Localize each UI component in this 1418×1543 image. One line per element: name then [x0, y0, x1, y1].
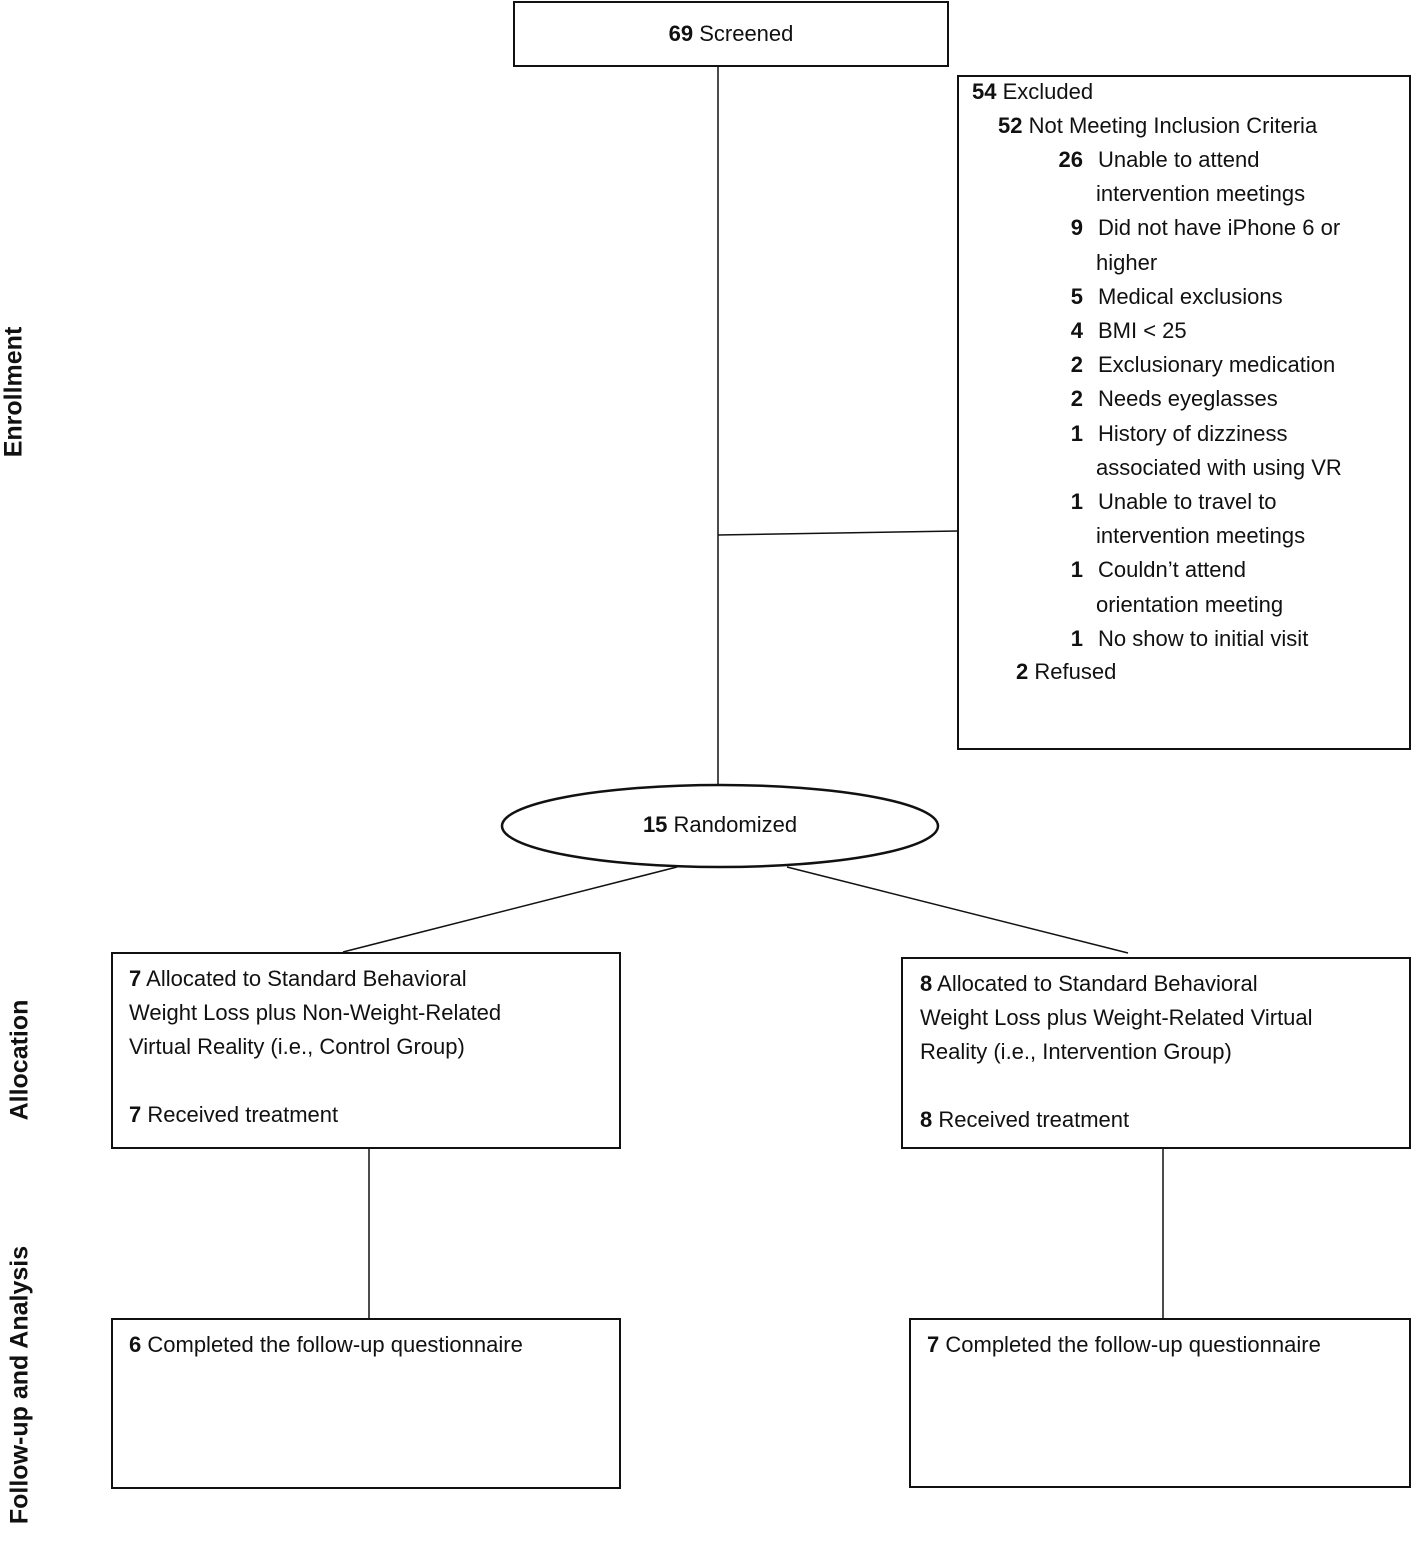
exclusion-reason-count: 26 [1058, 147, 1083, 172]
exclusion-reason-text: No show to initial visit [1098, 625, 1309, 651]
excluded-count: 54 [972, 79, 997, 104]
exclusion-reason-count: 1 [1070, 420, 1083, 446]
exclusion-reason-text: intervention meetings [1096, 523, 1306, 549]
exclusion-reason-count: 9 [1070, 215, 1083, 241]
intervention-followup-box [909, 1318, 1411, 1488]
exclusion-reason-text: Needs eyeglasses [1098, 386, 1278, 412]
exclusion-reason-text: intervention meetings [1096, 181, 1306, 207]
not-meeting-label: Not Meeting Inclusion Criteria [1028, 113, 1318, 138]
control-received-count: 7 [129, 1102, 142, 1127]
exclusion-reason-count: 5 [1070, 283, 1083, 309]
intervention-followup-label: Completed the follow-up questionnaire [945, 1332, 1321, 1357]
intervention-followup-count: 7 [927, 1332, 940, 1357]
control-allocation-box [111, 952, 621, 1149]
exclusion-reason-text: associated with using VR [1096, 454, 1342, 480]
intervention-line-3: Reality (i.e., Intervention Group) [920, 1039, 1232, 1064]
randomized-text [503, 808, 937, 842]
enrollment-label: Enrollment [0, 326, 28, 458]
refused-label: Refused [1034, 659, 1117, 684]
exclusion-reason-text: Unable to attend [1098, 147, 1260, 172]
screened-count: 69 [668, 21, 694, 46]
excluded-box [957, 75, 1411, 750]
intervention-received-label: Received treatment [938, 1107, 1130, 1132]
exclusion-reason-text: Unable to travel to [1098, 489, 1277, 514]
exclusion-reason-text: BMI < 25 [1098, 318, 1187, 343]
intervention-received-count: 8 [920, 1107, 933, 1132]
exclusion-reason-count: 2 [1070, 386, 1083, 412]
control-followup-count: 6 [129, 1332, 142, 1357]
exclusion-reason-count: 4 [1070, 318, 1083, 343]
exclusion-reason-text: Medical exclusions [1098, 283, 1283, 309]
control-line-3: Virtual Reality (i.e., Control Group) [129, 1034, 465, 1059]
intervention-count: 8 [920, 971, 933, 996]
exclusion-reason-count: 1 [1070, 557, 1083, 583]
excluded-label: Excluded [1002, 79, 1094, 104]
exclusion-reason-count: 2 [1070, 352, 1083, 378]
control-count: 7 [129, 966, 142, 991]
exclusion-reason-text: Exclusionary medication [1098, 352, 1336, 378]
randomized-count: 15 [642, 812, 668, 837]
intervention-line-1: Allocated to Standard Behavioral [937, 971, 1258, 996]
exclusion-reason-count: 1 [1070, 489, 1083, 514]
randomized-to-control-line [343, 867, 677, 952]
exclusion-reason-text: higher [1096, 249, 1158, 275]
excluded-branch-line [718, 531, 958, 535]
intervention-line-2: Weight Loss plus Weight-Related Virtual [920, 1005, 1313, 1030]
exclusion-reason-text: History of dizziness [1098, 420, 1288, 446]
control-followup-box [111, 1318, 621, 1489]
control-line-1: Allocated to Standard Behavioral [146, 966, 467, 991]
control-followup-label: Completed the follow-up questionnaire [147, 1332, 523, 1357]
refused-count: 2 [1016, 659, 1029, 684]
not-meeting-count: 52 [998, 113, 1023, 138]
exclusion-reason-text: orientation meeting [1096, 591, 1284, 617]
intervention-allocation-box [901, 957, 1411, 1149]
exclusion-reason-text: Couldn’t attend [1098, 557, 1246, 583]
exclusion-reason-count: 1 [1070, 625, 1083, 651]
screened-label: Screened [699, 21, 794, 46]
randomized-to-intervention-line [787, 867, 1128, 953]
control-received-label: Received treatment [147, 1102, 339, 1127]
allocation-label: Allocation [5, 999, 34, 1121]
followup-label: Follow-up and Analysis [5, 1245, 34, 1525]
screened-box [513, 1, 949, 67]
randomized-label: Randomized [673, 812, 798, 837]
exclusion-reason-text: Did not have iPhone 6 or [1098, 215, 1341, 241]
control-line-2: Weight Loss plus Non-Weight-Related [129, 1000, 502, 1025]
